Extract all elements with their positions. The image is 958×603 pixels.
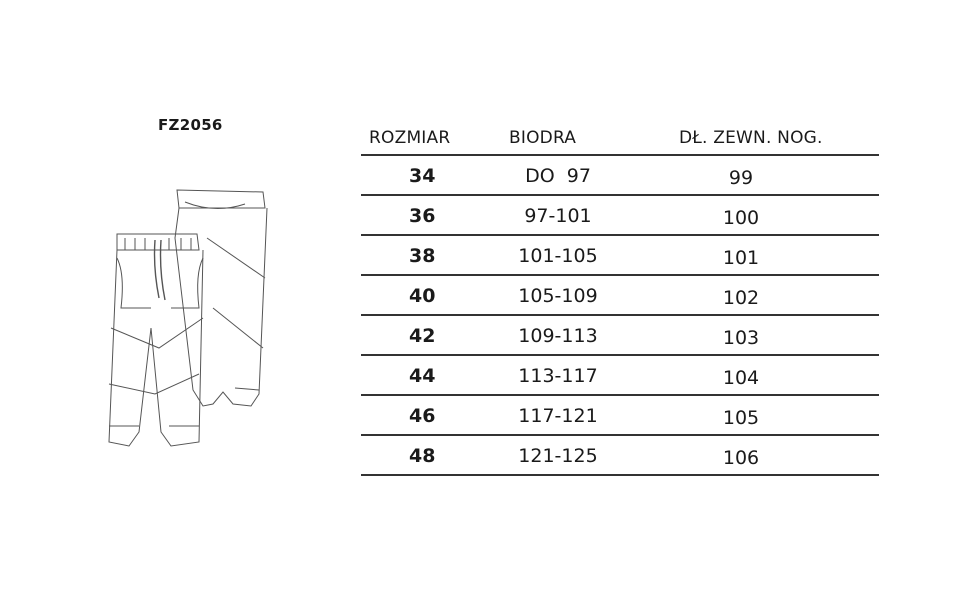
hips-cell: 101-105 xyxy=(518,245,598,267)
table-row xyxy=(361,194,879,234)
size-cell: 46 xyxy=(409,405,436,427)
leg-length-cell: 102 xyxy=(722,287,760,309)
header-outer-leg-length: DŁ. ZEWN. NOG. xyxy=(679,128,823,148)
leg-length-cell: 106 xyxy=(722,447,760,469)
size-cell: 40 xyxy=(409,285,436,307)
size-cell: 36 xyxy=(409,205,436,227)
size-cell: 44 xyxy=(409,365,436,387)
table-row xyxy=(361,274,879,314)
size-cell: 48 xyxy=(409,445,436,467)
leg-length-cell: 105 xyxy=(722,407,760,429)
header-size: ROZMIAR xyxy=(369,128,451,148)
product-code: FZ2056 xyxy=(158,116,223,134)
leg-length-cell: 100 xyxy=(722,207,760,229)
table-row xyxy=(361,154,879,194)
size-cell: 34 xyxy=(409,165,436,187)
table-row xyxy=(361,394,879,434)
hips-cell: 121-125 xyxy=(518,445,598,467)
jogger-pants-sketch-icon xyxy=(95,178,275,453)
table-header xyxy=(361,124,879,154)
hips-cell: 105-109 xyxy=(518,285,598,307)
size-cell: 42 xyxy=(409,325,436,347)
size-table xyxy=(361,124,879,476)
leg-length-cell: 101 xyxy=(722,247,760,269)
leg-length-cell: 104 xyxy=(722,367,760,389)
hips-cell: 117-121 xyxy=(518,405,598,427)
table-row xyxy=(361,434,879,476)
table-row xyxy=(361,354,879,394)
hips-cell: DO 97 xyxy=(525,165,591,187)
table-row xyxy=(361,234,879,274)
hips-cell: 113-117 xyxy=(518,365,598,387)
hips-cell: 109-113 xyxy=(518,325,598,347)
table-row xyxy=(361,314,879,354)
size-cell: 38 xyxy=(409,245,436,267)
hips-cell: 97-101 xyxy=(524,205,592,227)
header-hips: BIODRA xyxy=(509,128,577,148)
leg-length-cell: 99 xyxy=(728,167,754,189)
leg-length-cell: 103 xyxy=(722,327,760,349)
